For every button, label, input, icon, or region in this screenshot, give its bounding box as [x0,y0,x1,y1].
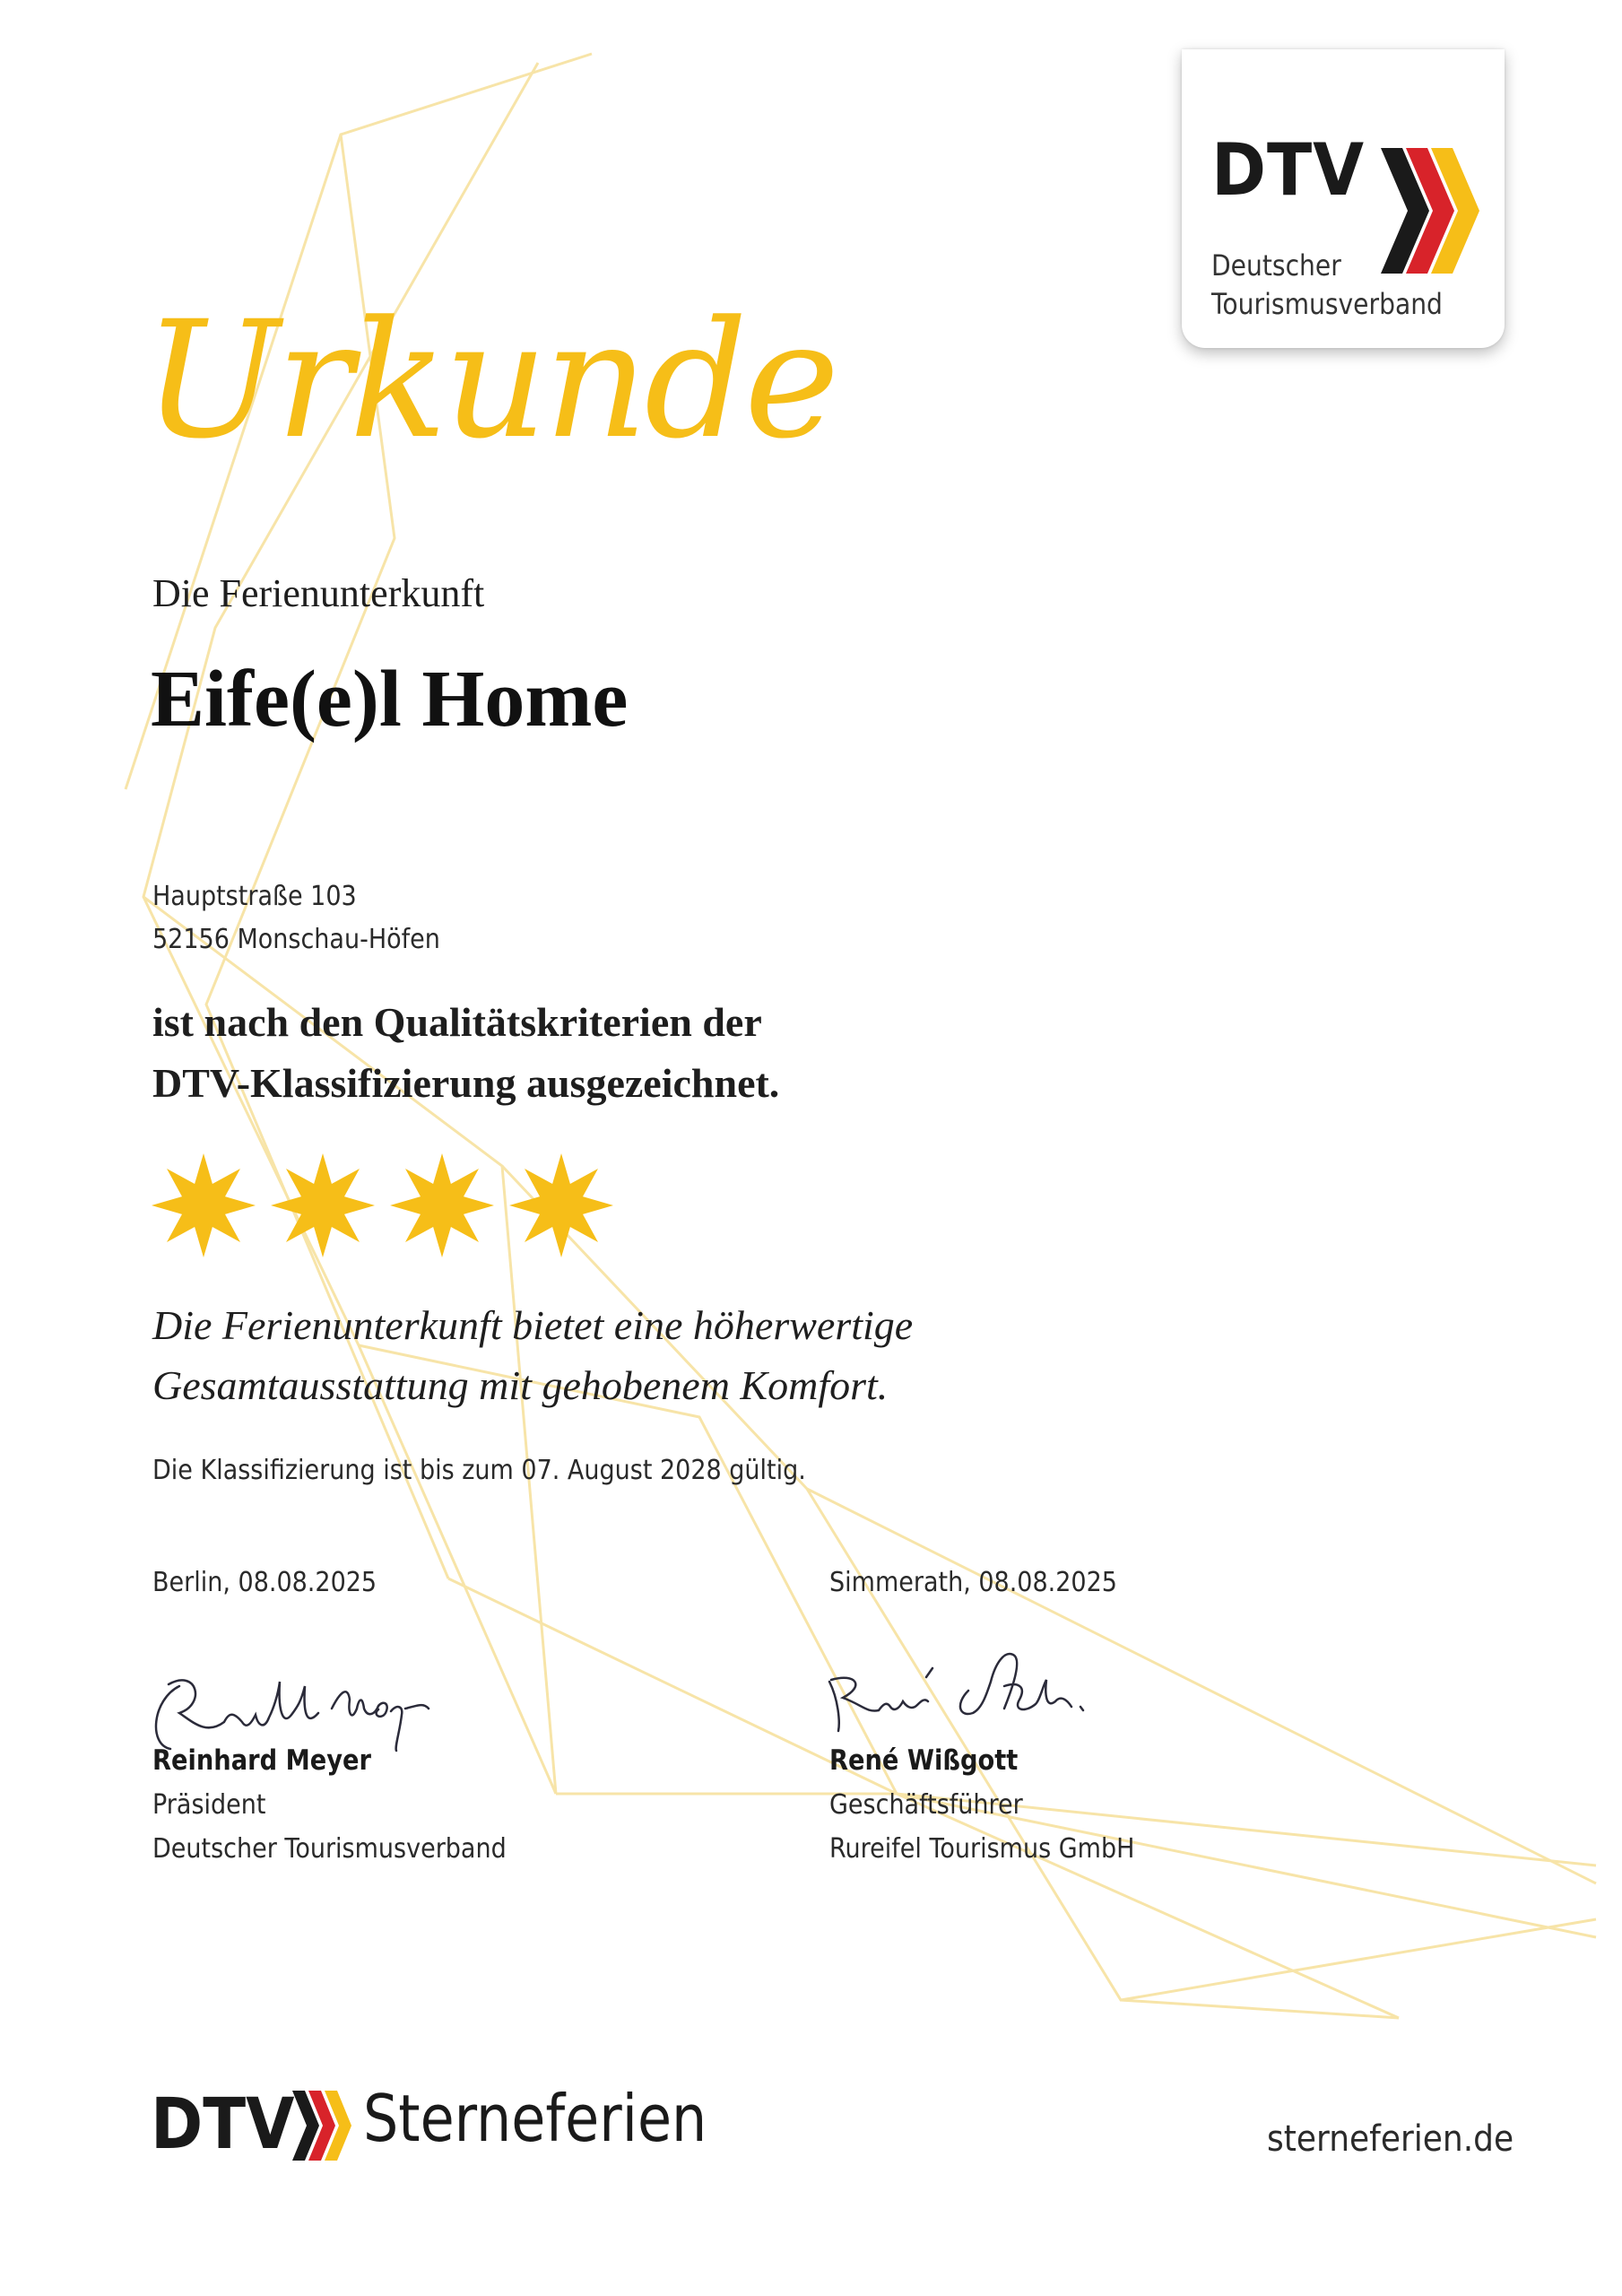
certificate-title: Urkunde [143,287,837,474]
logo-line1: Deutscher [1211,248,1341,283]
logo-line2: Tourismusverband [1211,287,1443,321]
footer-brand-name: Sterneferien [363,2081,707,2156]
signature-image [811,1637,1116,1744]
logo-abbr: DTV [1211,128,1366,212]
signatory-place-date: Simmerath, 08.08.2025 [829,1567,1117,1598]
intro-text: Die Ferienunterkunft [152,571,485,615]
property-name: Eife(e)l Home [151,655,629,744]
signatory-organization: Rureifel Tourismus GmbH [829,1833,1135,1865]
validity-text: Die Klassifizierung ist bis zum 07. August 2028 gültig. [152,1455,806,1486]
address-line1: Hauptstraße 103 [152,881,357,912]
footer-chevron-icon [289,2085,360,2166]
description-line2: Gesamtausstattung mit gehobenem Komfort. [152,1362,889,1408]
star-icon [509,1153,613,1257]
star-icon [271,1153,375,1257]
footer-brand-abbr: DTV [151,2084,295,2165]
signatory-role: Präsident [152,1789,266,1821]
signature-image [143,1659,466,1758]
description-line1: Die Ferienunterkunft bietet eine höherwertige [152,1302,914,1348]
star-icon [152,1153,256,1257]
signatory-name: René Wißgott [829,1744,1019,1777]
quality-line1: ist nach den Qualitätskriterien der [152,999,762,1045]
star-icon [390,1153,494,1257]
star-rating [148,1148,650,1265]
dtv-chevron-icon [1372,144,1488,278]
signatory-role: Geschäftsführer [829,1789,1023,1821]
signatory-name: Reinhard Meyer [152,1744,371,1777]
signatory-organization: Deutscher Tourismusverband [152,1833,507,1865]
address-line2: 52156 Monschau-Höfen [152,924,440,955]
footer-url[interactable]: sterneferien.de [1267,2118,1514,2160]
quality-line2: DTV-Klassifizierung ausgezeichnet. [152,1060,780,1106]
signatory-place-date: Berlin, 08.08.2025 [152,1567,377,1598]
